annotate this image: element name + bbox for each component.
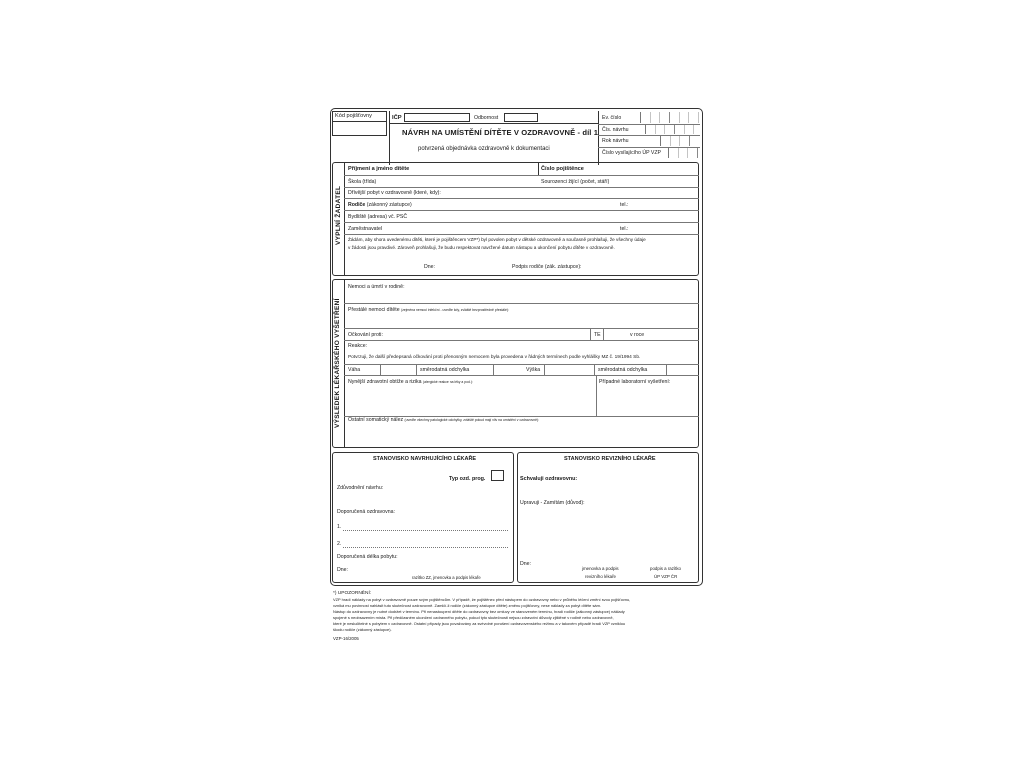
footer-line-1: VZP hradí náklady na pobyt v ozdravovně pouze svým pojištěncům. V případě, že pojištěnec před nástupem do ozdravovny nebo v průběhu léčení změní svou pojišťovnu, — [333, 597, 631, 602]
reakce-label: Reakce: — [348, 343, 368, 349]
odbornost-field[interactable] — [504, 113, 538, 122]
form-subtitle: potvrzená objednávka ozdravovně k dokumentaci — [418, 146, 550, 152]
skola-label: Škola (třída) — [348, 179, 377, 185]
item-2-label: 2. — [337, 541, 342, 547]
sourozenci-label: Sourozenci žijící (počet, stáří) — [541, 179, 610, 185]
prestale-nemoci-label: Přestálé nemoci dítěte (zejména nemoci infekční - uveďte kdy, zvláště bezprostředně přestálé): — [348, 307, 510, 313]
cislo-pojistence-label: Číslo pojištěnce — [541, 166, 584, 172]
bydliste-label: Bydliště (adresa) vč. PSČ — [348, 214, 408, 220]
ostatni-label: Ostatní somatický nález (uveďte všechny patologické odchylky, zvláště pokud mají vliv na umístění v ozdravovně): — [348, 417, 540, 423]
item-1-line[interactable] — [343, 530, 508, 531]
zamestnavatel-label: Zaměstnavatel — [348, 226, 383, 232]
footer-line-6: škodu rodiče (zákonný zástupce). — [333, 627, 392, 632]
stanovisko-navrhujiciho-box — [332, 452, 514, 583]
kod-pojistovny-label: Kód pojišťovny — [335, 113, 372, 119]
delka-pobytu-label: Doporučená délka pobytu: — [337, 554, 398, 560]
side-label-zadatel: VYPLNÍ ŽADATEL — [335, 185, 342, 245]
upravuji-label: Upravuji - Zamítám (důvod): — [520, 500, 585, 506]
doporucena-ozdravovna-label: Doporučená ozdravovna: — [337, 509, 395, 515]
typ-ozd-prog-label: Typ ozd. prog. — [449, 476, 486, 482]
zadam-text-line2: v žádosti jsou pravdivé. Zároveň prohlašuji, že budu respektovat navržené datum nástupu a ukončení pobytu dítěte v ozdravovně. — [348, 245, 615, 250]
podpis-razitko-label-1: podpis a razítko — [650, 566, 681, 571]
ev-cislo-label: Ev. číslo — [602, 115, 622, 121]
tel1-label: tel.: — [620, 202, 629, 208]
odbornost-label: Odbornost — [474, 115, 499, 121]
schvaluji-label: Schvaluji ozdravovnu: — [520, 476, 578, 482]
zduvodneni-label: Zdůvodnění návrhu: — [337, 485, 384, 491]
prijmeni-label: Příjmení a jméno dítěte — [348, 166, 410, 172]
smer-odchylka-1-label: směrodatná odchylka — [420, 367, 470, 373]
ev-cislo-digits[interactable] — [640, 112, 699, 123]
smer-odchylka-2-label: směrodatná odchylka — [598, 367, 648, 373]
rok-navrhu-label: Rok návrhu — [602, 138, 629, 144]
v-roce-label: v roce — [630, 332, 645, 338]
item-2-line[interactable] — [343, 547, 508, 548]
nemoci-umrti-label: Nemoci a úmrtí v rodině: — [348, 284, 405, 290]
podpis-rodice-label: Podpis rodiče (zák. zástupce): — [512, 264, 582, 270]
footer-line-2: vzniká mu povinnost nahlásit tuto skutečnost ozdravovně. Zamlčí-li rodiče (zákonný zástupce dítěte) změnu pojišťovny, nese náklady za pobyt dítěte sám. — [333, 603, 601, 608]
rok-navrhu-digits[interactable] — [660, 136, 699, 146]
jmenovka-label-1: jmenovka a podpis — [582, 566, 619, 571]
cislo-vysilajiciho-label: Číslo vysílajícího ÚP VZP — [602, 150, 662, 156]
potvrzuji-text: Potvrzuji, že další předepsaná očkování proti přenosným nemocem byla provedena v řádných termínech podle vyhlášky MZ č. 19/1994 Sb. — [348, 355, 641, 360]
ockovani-label: Očkování proti: — [348, 332, 383, 338]
form-code: VZP-16/2005 — [333, 636, 359, 641]
dne-label-1: Dne: — [424, 264, 435, 270]
razitko-label: razítko ZZ, jmenovka a podpis lékaře — [412, 575, 481, 580]
icp-field[interactable] — [404, 113, 470, 122]
cis-navrhu-label: Čís. návrhu — [602, 127, 629, 133]
laboratorni-label: Případné laboratorní vyšetření: — [599, 379, 671, 385]
tel2-label: tel.: — [620, 226, 629, 232]
footer-line-4: spojené s neobsazením místa. Při předčasném ukončení ozdravného pobytu, pokud tyto skutečnosti nejsou zdravotní důvody zjištěné v rodině nebo ozdravovně, — [333, 615, 614, 620]
zadam-text-line1: Žádám, aby shora uvedenému dítěti, které je pojištěncem VZP*) byl povolen pobyt v dětské ozdravovně a současně prohlašuji, že všechny údaje — [348, 237, 646, 242]
dne-label-2: Dne: — [337, 567, 348, 573]
stanovisko-revizniho-title: STANOVISKO REVIZNÍHO LÉKAŘE — [564, 456, 656, 462]
item-1-label: 1. — [337, 524, 342, 530]
upozorneni-title: *) UPOZORNĚNÍ: — [333, 591, 372, 596]
form-title: NÁVRH NA UMÍSTĚNÍ DÍTĚTE V OZDRAVOVNĚ - díl 1 — [402, 128, 599, 137]
footer-line-5: které je neslučitelné s pobytem v ozdravovně. Ostatní případy jsou považovány za svévolné porušení ozdravovenského režimu a v takovém případě hradí VZP vzniklou — [333, 621, 626, 626]
typ-ozd-prog-field[interactable] — [491, 470, 504, 481]
vyska-label: Výška — [526, 367, 541, 373]
stanovisko-revizniho-box — [517, 452, 699, 583]
icp-label: IČP — [392, 115, 402, 121]
nynejsi-label: Nynější zdravotní obtíže a rizika (alergické reakce na léky a pod.): — [348, 379, 473, 385]
cis-navrhu-digits[interactable] — [645, 125, 699, 134]
stanovisko-navrhujiciho-title: STANOVISKO NAVRHUJÍCÍHO LÉKAŘE — [373, 456, 477, 462]
cislo-vysilajiciho-digits[interactable] — [668, 148, 699, 158]
podpis-razitko-label-2: ÚP VZP ČR — [654, 574, 678, 579]
jmenovka-label-2: revizního lékaře — [585, 574, 616, 579]
te-label: TE — [594, 332, 601, 338]
drivejsi-pobyt-label: Dřívější pobyt v ozdravovně (které, kdy): — [348, 190, 441, 196]
side-label-vysetreni: VÝSLEDEK LÉKAŘSKÉHO VYŠETŘENÍ — [334, 298, 341, 428]
vaha-label: Váha — [348, 367, 361, 373]
footer-line-3: Nástup do ozdravovny je nutné dodržet v termínu. Při nenastoupení dítěte do ozdravovny bez omluvy ve stanoveném termínu, hradí rodiče (zákonný zástupce) náklady — [333, 609, 625, 614]
dne-label-3: Dne: — [520, 561, 531, 567]
rodice-label: Rodiče (zákonný zástupce) — [348, 202, 412, 208]
